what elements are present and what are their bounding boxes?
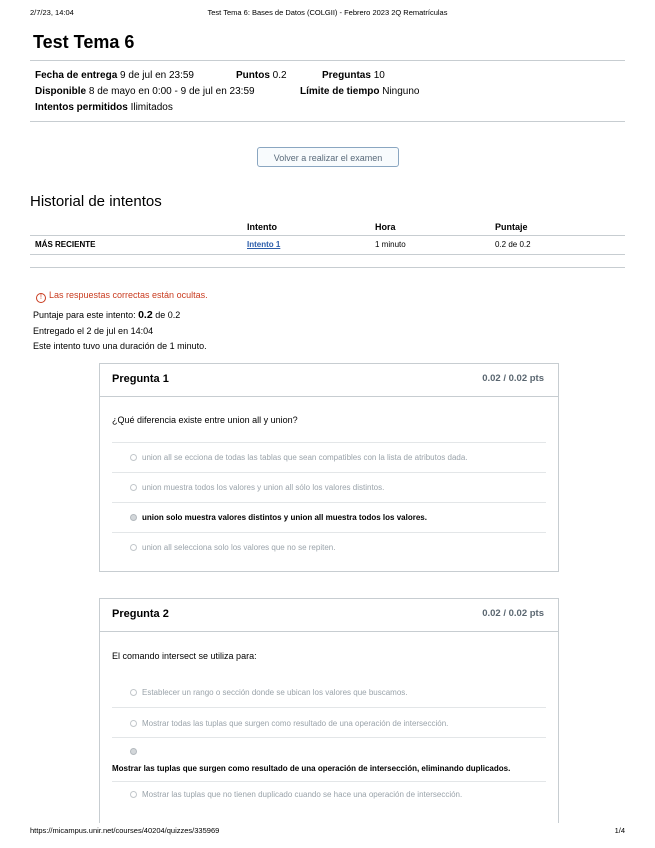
- answer-text: union all se ecciona de todas las tablas que sean compatibles con la lista de atributos dada.: [142, 453, 468, 462]
- score-value: 0.2: [138, 309, 153, 321]
- history-row-score: 0.2 de 0.2: [495, 240, 531, 249]
- print-header: [30, 8, 625, 20]
- print-doc-title: Test Tema 6: Bases de Datos (COLGII) - Febrero 2023 2Q Rematrículas: [207, 8, 448, 17]
- radio-button[interactable]: [130, 689, 137, 696]
- duration-text: Este intento tuvo una duración de 1 minuto.: [33, 341, 207, 351]
- time-limit-label: Límite de tiempo: [300, 86, 380, 97]
- answer-option[interactable]: [112, 677, 546, 707]
- answer-option[interactable]: [112, 442, 546, 473]
- answer-text: Mostrar todas las tuplas que surgen como resultado de una operación de intersección.: [142, 719, 449, 728]
- answer-text: union solo muestra valores distintos y union all muestra todos los valores.: [142, 513, 427, 522]
- question-points: 0.02 / 0.02 pts: [482, 373, 544, 384]
- divider: [30, 235, 625, 236]
- attempts-value: Ilimitados: [130, 102, 173, 113]
- question-card: [99, 363, 559, 572]
- answer-text: union all selecciona solo los valores que no se repiten.: [142, 543, 336, 552]
- time-limit-value: Ninguno: [382, 86, 420, 97]
- retake-quiz-button[interactable]: Volver a realizar el examen: [257, 147, 399, 167]
- answer-option[interactable]: [112, 532, 546, 563]
- divider: [30, 60, 625, 61]
- divider: [30, 254, 625, 255]
- history-col-score: Puntaje: [495, 222, 528, 232]
- answer-option[interactable]: [112, 472, 546, 503]
- points-label: Puntos: [236, 70, 270, 81]
- warning-icon: !: [36, 293, 46, 303]
- question-points: 0.02 / 0.02 pts: [482, 608, 544, 619]
- score-suffix: de 0.2: [155, 310, 181, 320]
- radio-button[interactable]: [130, 484, 137, 491]
- questions-detail: [322, 70, 385, 81]
- page-title: Test Tema 6: [33, 32, 135, 52]
- radio-button-checked[interactable]: [130, 748, 137, 755]
- answer-text: Establecer un rango o sección donde se ubican los valores que buscamos.: [142, 688, 408, 697]
- radio-button[interactable]: [130, 720, 137, 727]
- points-detail: [236, 70, 287, 81]
- question-header: [100, 599, 558, 632]
- score-prefix: Puntaje para este intento:: [33, 310, 136, 320]
- answer-option-selected[interactable]: [112, 502, 546, 533]
- history-col-time: Hora: [375, 222, 396, 232]
- question-card: [99, 598, 559, 823]
- attempt-score: [33, 309, 180, 321]
- divider: [30, 121, 625, 122]
- attempts-detail: [35, 102, 173, 113]
- time-limit-detail: [300, 86, 420, 97]
- available-label: Disponible: [35, 86, 87, 97]
- answers-hidden-text: Las respuestas correctas están ocultas.: [49, 290, 208, 300]
- question-title: Pregunta 1: [112, 373, 169, 385]
- answer-text: union muestra todos los valores y union all sólo los valores distintos.: [142, 483, 385, 492]
- questions-label: Preguntas: [322, 70, 371, 81]
- attempts-label: Intentos permitidos: [35, 102, 128, 113]
- history-col-attempt: Intento: [247, 222, 277, 232]
- question-text: El comando intersect se utiliza para:: [112, 651, 257, 661]
- print-page-number: 1/4: [614, 826, 625, 835]
- question-header: [100, 364, 558, 397]
- availability-detail: [35, 86, 255, 97]
- print-datetime: 2/7/23, 14:04: [30, 8, 74, 17]
- answer-option[interactable]: [112, 781, 546, 810]
- available-value: 8 de mayo en 0:00 - 9 de jul en 23:59: [88, 86, 255, 97]
- submitted-text: Entregado el 2 de jul en 14:04: [33, 326, 154, 336]
- print-url: https://micampus.unir.net/courses/40204/quizzes/335969: [30, 826, 220, 835]
- question-title: Pregunta 2: [112, 608, 169, 620]
- answer-option[interactable]: [112, 707, 546, 738]
- answers-hidden-notice: [36, 290, 208, 303]
- answer-text: Mostrar las tuplas que no tienen duplicado cuando se hace una operación de intersección.: [142, 790, 463, 799]
- due-label: Fecha de entrega: [35, 70, 118, 81]
- due-value: 9 de jul en 23:59: [120, 70, 194, 81]
- quiz-details-row-1: [35, 70, 194, 81]
- radio-button-checked[interactable]: [130, 514, 137, 521]
- radio-button[interactable]: [130, 454, 137, 461]
- answer-text: Mostrar las tuplas que surgen como resultado de una operación de intersección, eliminando duplicados.: [112, 764, 511, 773]
- radio-button[interactable]: [130, 544, 137, 551]
- divider: [30, 267, 625, 268]
- answer-option-selected[interactable]: [112, 737, 546, 782]
- attempt-link[interactable]: Intento 1: [247, 240, 281, 249]
- history-row-time: 1 minuto: [375, 240, 406, 249]
- points-value: 0.2: [272, 70, 287, 81]
- questions-value: 10: [373, 70, 385, 81]
- radio-button[interactable]: [130, 791, 137, 798]
- question-text: ¿Qué diferencia existe entre union all y union?: [112, 415, 298, 425]
- history-title: Historial de intentos: [30, 193, 162, 210]
- print-footer: [30, 826, 625, 838]
- history-row-label: MÁS RECIENTE: [35, 240, 96, 249]
